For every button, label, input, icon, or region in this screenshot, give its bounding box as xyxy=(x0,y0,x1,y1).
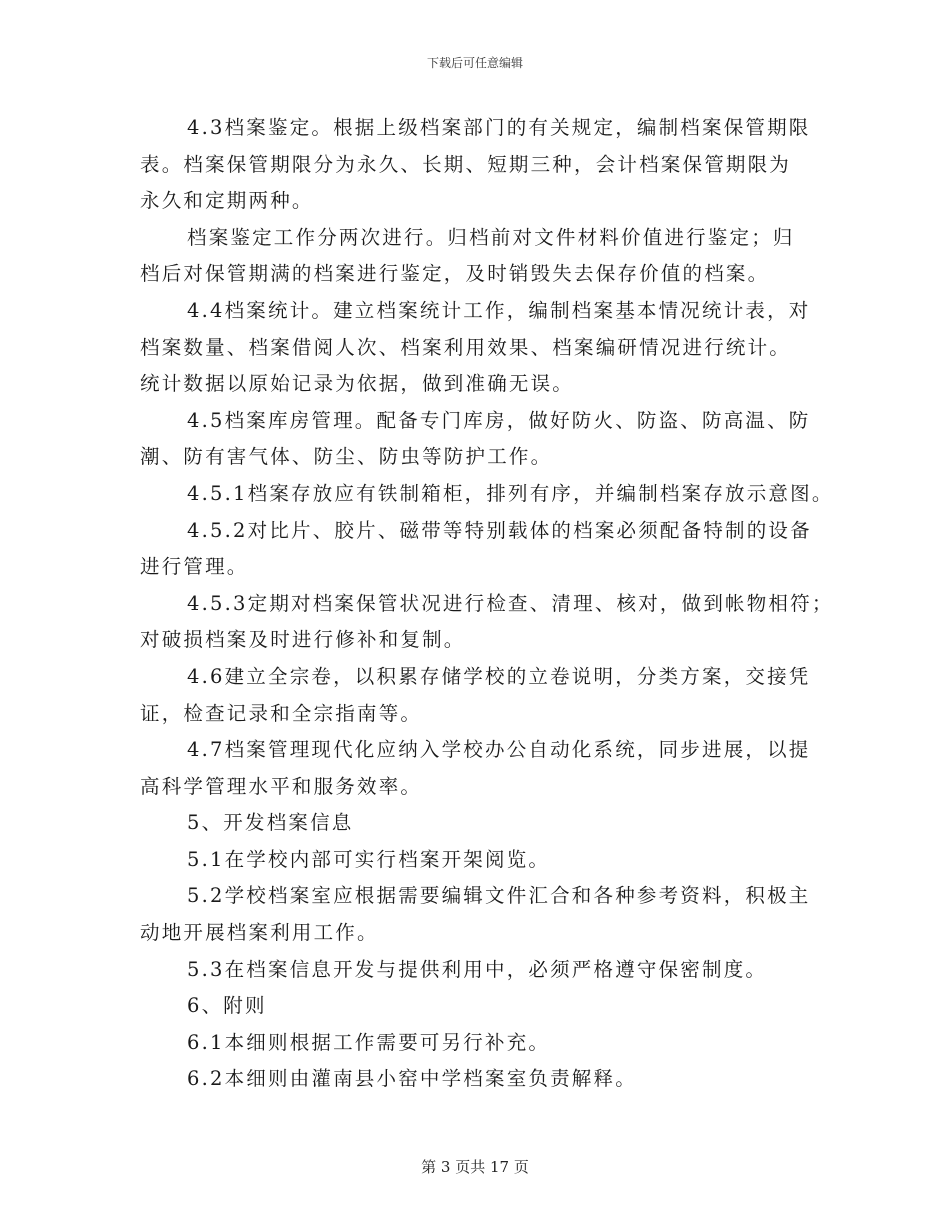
document-body xyxy=(140,110,834,1098)
text-line: 动地开展档案利用工作。 xyxy=(140,921,379,945)
text-line: 表。档案保管期限分为永久、长期、短期三种，会计档案保管期限为 xyxy=(140,152,792,176)
text-line: 4.5.2对比片、胶片、磁带等特别载体的档案必须配备特制的设备 xyxy=(187,518,812,542)
text-line: 6.1本细则根据工作需要可另行补充。 xyxy=(187,1030,551,1054)
text-line: 档后对保管期满的档案进行鉴定，及时销毁失去保存价值的档案。 xyxy=(140,262,770,286)
text-line: 4.3档案鉴定。根据上级档案部门的有关规定，编制档案保管期限 xyxy=(187,116,811,139)
header-note: 下载后可任意编辑 xyxy=(426,56,523,70)
text-line: 档案鉴定工作分两次进行。归档前对文件材料价值进行鉴定；归 xyxy=(187,225,795,249)
text-line: 潮、防有害气体、防尘、防虫等防护工作。 xyxy=(140,445,553,469)
text-line: 4.7档案管理现代化应纳入学校办公自动化系统，同步进展，以提 xyxy=(187,738,811,762)
text-line: 证，检查记录和全宗指南等。 xyxy=(140,701,423,725)
text-line: 统计数据以原始记录为依据，做到准确无误。 xyxy=(140,372,575,396)
text-line: 进行管理。 xyxy=(140,555,249,579)
text-line: 4.6建立全宗卷，以积累存储学校的立卷说明，分类方案，交接凭 xyxy=(187,664,811,688)
text-line: 6、附则 xyxy=(187,994,267,1018)
text-line: 4.4档案统计。建立档案统计工作，编制档案基本情况统计表，对 xyxy=(187,298,811,322)
text-line: 高科学管理水平和服务效率。 xyxy=(140,774,423,798)
text-line: 4.5.1档案存放应有铁制箱柜，排列有序，并编制档案存放示意图。 xyxy=(187,481,834,505)
text-line: 4.5.3定期对档案保管状况进行检查、清理、核对，做到帐物相符； xyxy=(187,591,834,615)
text-line: 6.2本细则由灌南县小窑中学档案室负责解释。 xyxy=(187,1067,637,1091)
text-line: 5、开发档案信息 xyxy=(187,811,354,835)
text-line: 4.5档案库房管理。配备专门库房，做好防火、防盗、防高温、防 xyxy=(187,408,811,432)
text-line: 5.1在学校内部可实行档案开架阅览。 xyxy=(187,847,551,871)
text-line: 档案数量、档案借阅人次、档案利用效果、档案编研情况进行统计。 xyxy=(140,335,792,359)
text-line: 5.3在档案信息开发与提供利用中，必须严格遵守保密制度。 xyxy=(187,957,768,981)
page-footer: 第 3 页共 17 页 xyxy=(421,1158,529,1176)
text-line: 对破损档案及时进行修补和复制。 xyxy=(140,628,466,652)
text-line: 5.2学校档案室应根据需要编辑文件汇合和各种参考资料，积极主 xyxy=(187,884,811,908)
text-line: 永久和定期两种。 xyxy=(140,189,314,213)
